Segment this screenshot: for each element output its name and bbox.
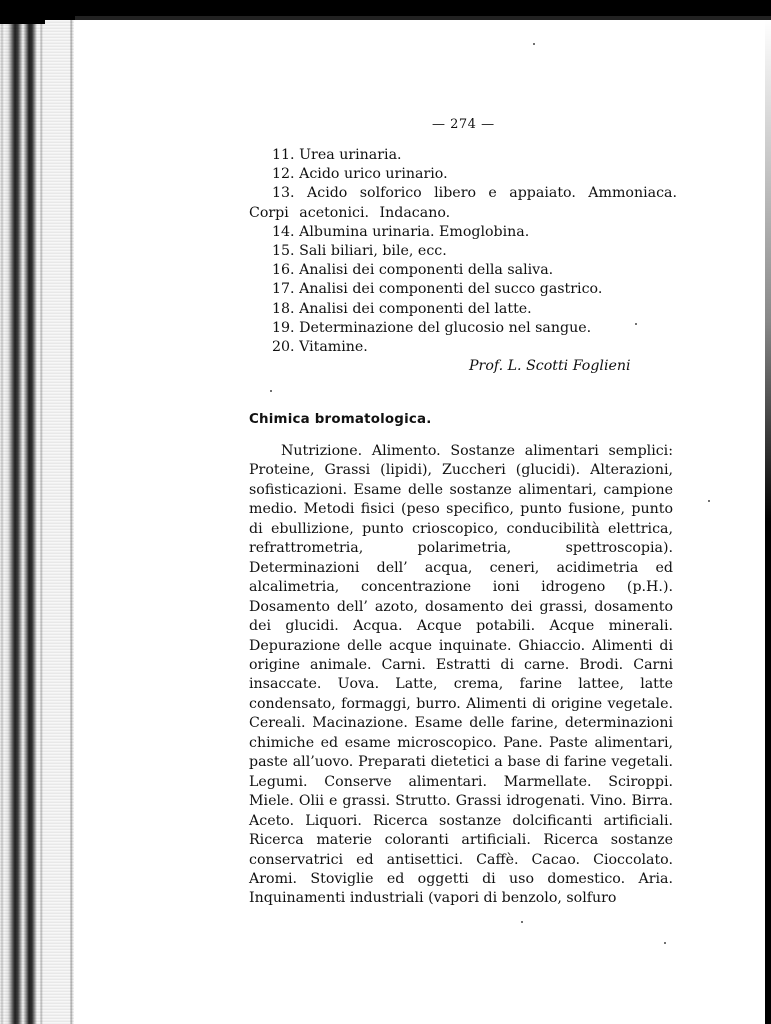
list-item-text: Vitamine. xyxy=(299,339,368,356)
list-item xyxy=(249,300,677,319)
list-item-number: 11. xyxy=(272,147,295,163)
list-item xyxy=(249,242,677,261)
list-item-text: Determinazione del glucosio nel sangue. xyxy=(299,319,592,336)
list-item-text: Analisi dei componenti del succo gastrico. xyxy=(299,281,603,298)
author-signature: Prof. L. Scotti Foglieni xyxy=(469,358,631,374)
list-item-number: 14. xyxy=(272,223,295,240)
list-item xyxy=(249,280,677,299)
list-item-number: 16. xyxy=(272,262,295,279)
scan-speck xyxy=(635,323,637,325)
list-item xyxy=(249,338,677,357)
scan-speck xyxy=(708,500,710,502)
book-spine-shadow xyxy=(0,0,74,1024)
list-item xyxy=(249,165,677,184)
list-item-text: Analisi dei componenti del latte. xyxy=(299,300,532,317)
section-body-paragraph: Nutrizione. Alimento. Sostanze alimentari semplici: Proteine, Grassi (lipidi), Zuccheri (glucidi). Alterazioni, sofisticazioni. Esame delle sostanze alimentari, campione medio. Metodi fisici (peso specifico, punto fusione, punto di ebullizione, punto crioscopico, conducibilità elettrica, refrattrometria, polarimetria, spettroscopia). Determinazioni dell’ acqua, ceneri, acidimetria ed alcalimetria, concentrazione ioni idrogeno (p.H.). Dosamento dell’ azoto, dosamento dei grassi, dosamento dei glucidi. Acqua. Acque potabili. Acque minerali. Depurazione delle acque inquinate. Ghiaccio. Alimenti di origine animale. Carni. Estratti di carne. Brodi. Carni insaccate. Uova. Latte, crema, farine lattee, latte condensato, formaggi, burro. Alimenti di origine vegetale. Cereali. Macinazione. Esame delle farine, determinazioni chimiche ed esame microscopico. Pane. Paste alimentari, paste all’uovo. Preparati dietetici a base di farine vegetali. Legumi. Conserve alimentari. Marmellate. Sciroppi. Miele. Olii e grassi. Strutto. Grassi idrogenati. Vino. Birra. Aceto. Liquori. Ricerca sostanze dolcificanti artificiali. Ricerca materie coloranti artificiali. Ricerca sostanze conservatrici ed antisettici. Caffè. Cacao. Cioccolato. Aromi. Stoviglie ed oggetti di uso domestico. Aria. Inquinamenti industriali (vapori di benzolo, solfuro xyxy=(249,443,673,907)
list-item xyxy=(249,184,677,222)
list-item xyxy=(249,319,677,338)
numbered-list xyxy=(249,146,677,357)
list-item-number: 13. xyxy=(272,185,295,202)
scan-corner-shadow xyxy=(0,0,45,24)
list-item xyxy=(249,223,677,242)
list-item-text: Acido solforico libero e appaiato. Ammoniaca. Corpi acetonici. Indacano. xyxy=(249,185,677,221)
scan-speck xyxy=(521,921,523,923)
scan-speck xyxy=(533,43,535,45)
list-item-text: Acido urico urinario. xyxy=(299,166,448,183)
list-item xyxy=(249,261,677,280)
scan-speck xyxy=(664,942,666,944)
list-item xyxy=(249,146,677,165)
list-item-number: 20. xyxy=(272,339,295,356)
list-item-text: Sali biliari, bile, ecc. xyxy=(299,243,447,260)
list-item-number: 15. xyxy=(272,243,295,260)
list-item-text: Urea urinaria. xyxy=(299,147,402,163)
page-number: — 274 — xyxy=(432,117,495,132)
list-item-number: 12. xyxy=(272,166,295,183)
list-item-text: Analisi dei componenti della saliva. xyxy=(299,262,554,279)
scan-speck xyxy=(270,390,272,392)
scan-right-border xyxy=(765,20,771,1024)
list-item-text: Albumina urinaria. Emoglobina. xyxy=(299,223,530,240)
page-top-edge xyxy=(75,16,771,20)
section-heading: Chimica bromatologica. xyxy=(249,412,432,427)
list-item-number: 19. xyxy=(272,319,295,336)
list-item-number: 18. xyxy=(272,300,295,317)
list-item-number: 17. xyxy=(272,281,295,298)
